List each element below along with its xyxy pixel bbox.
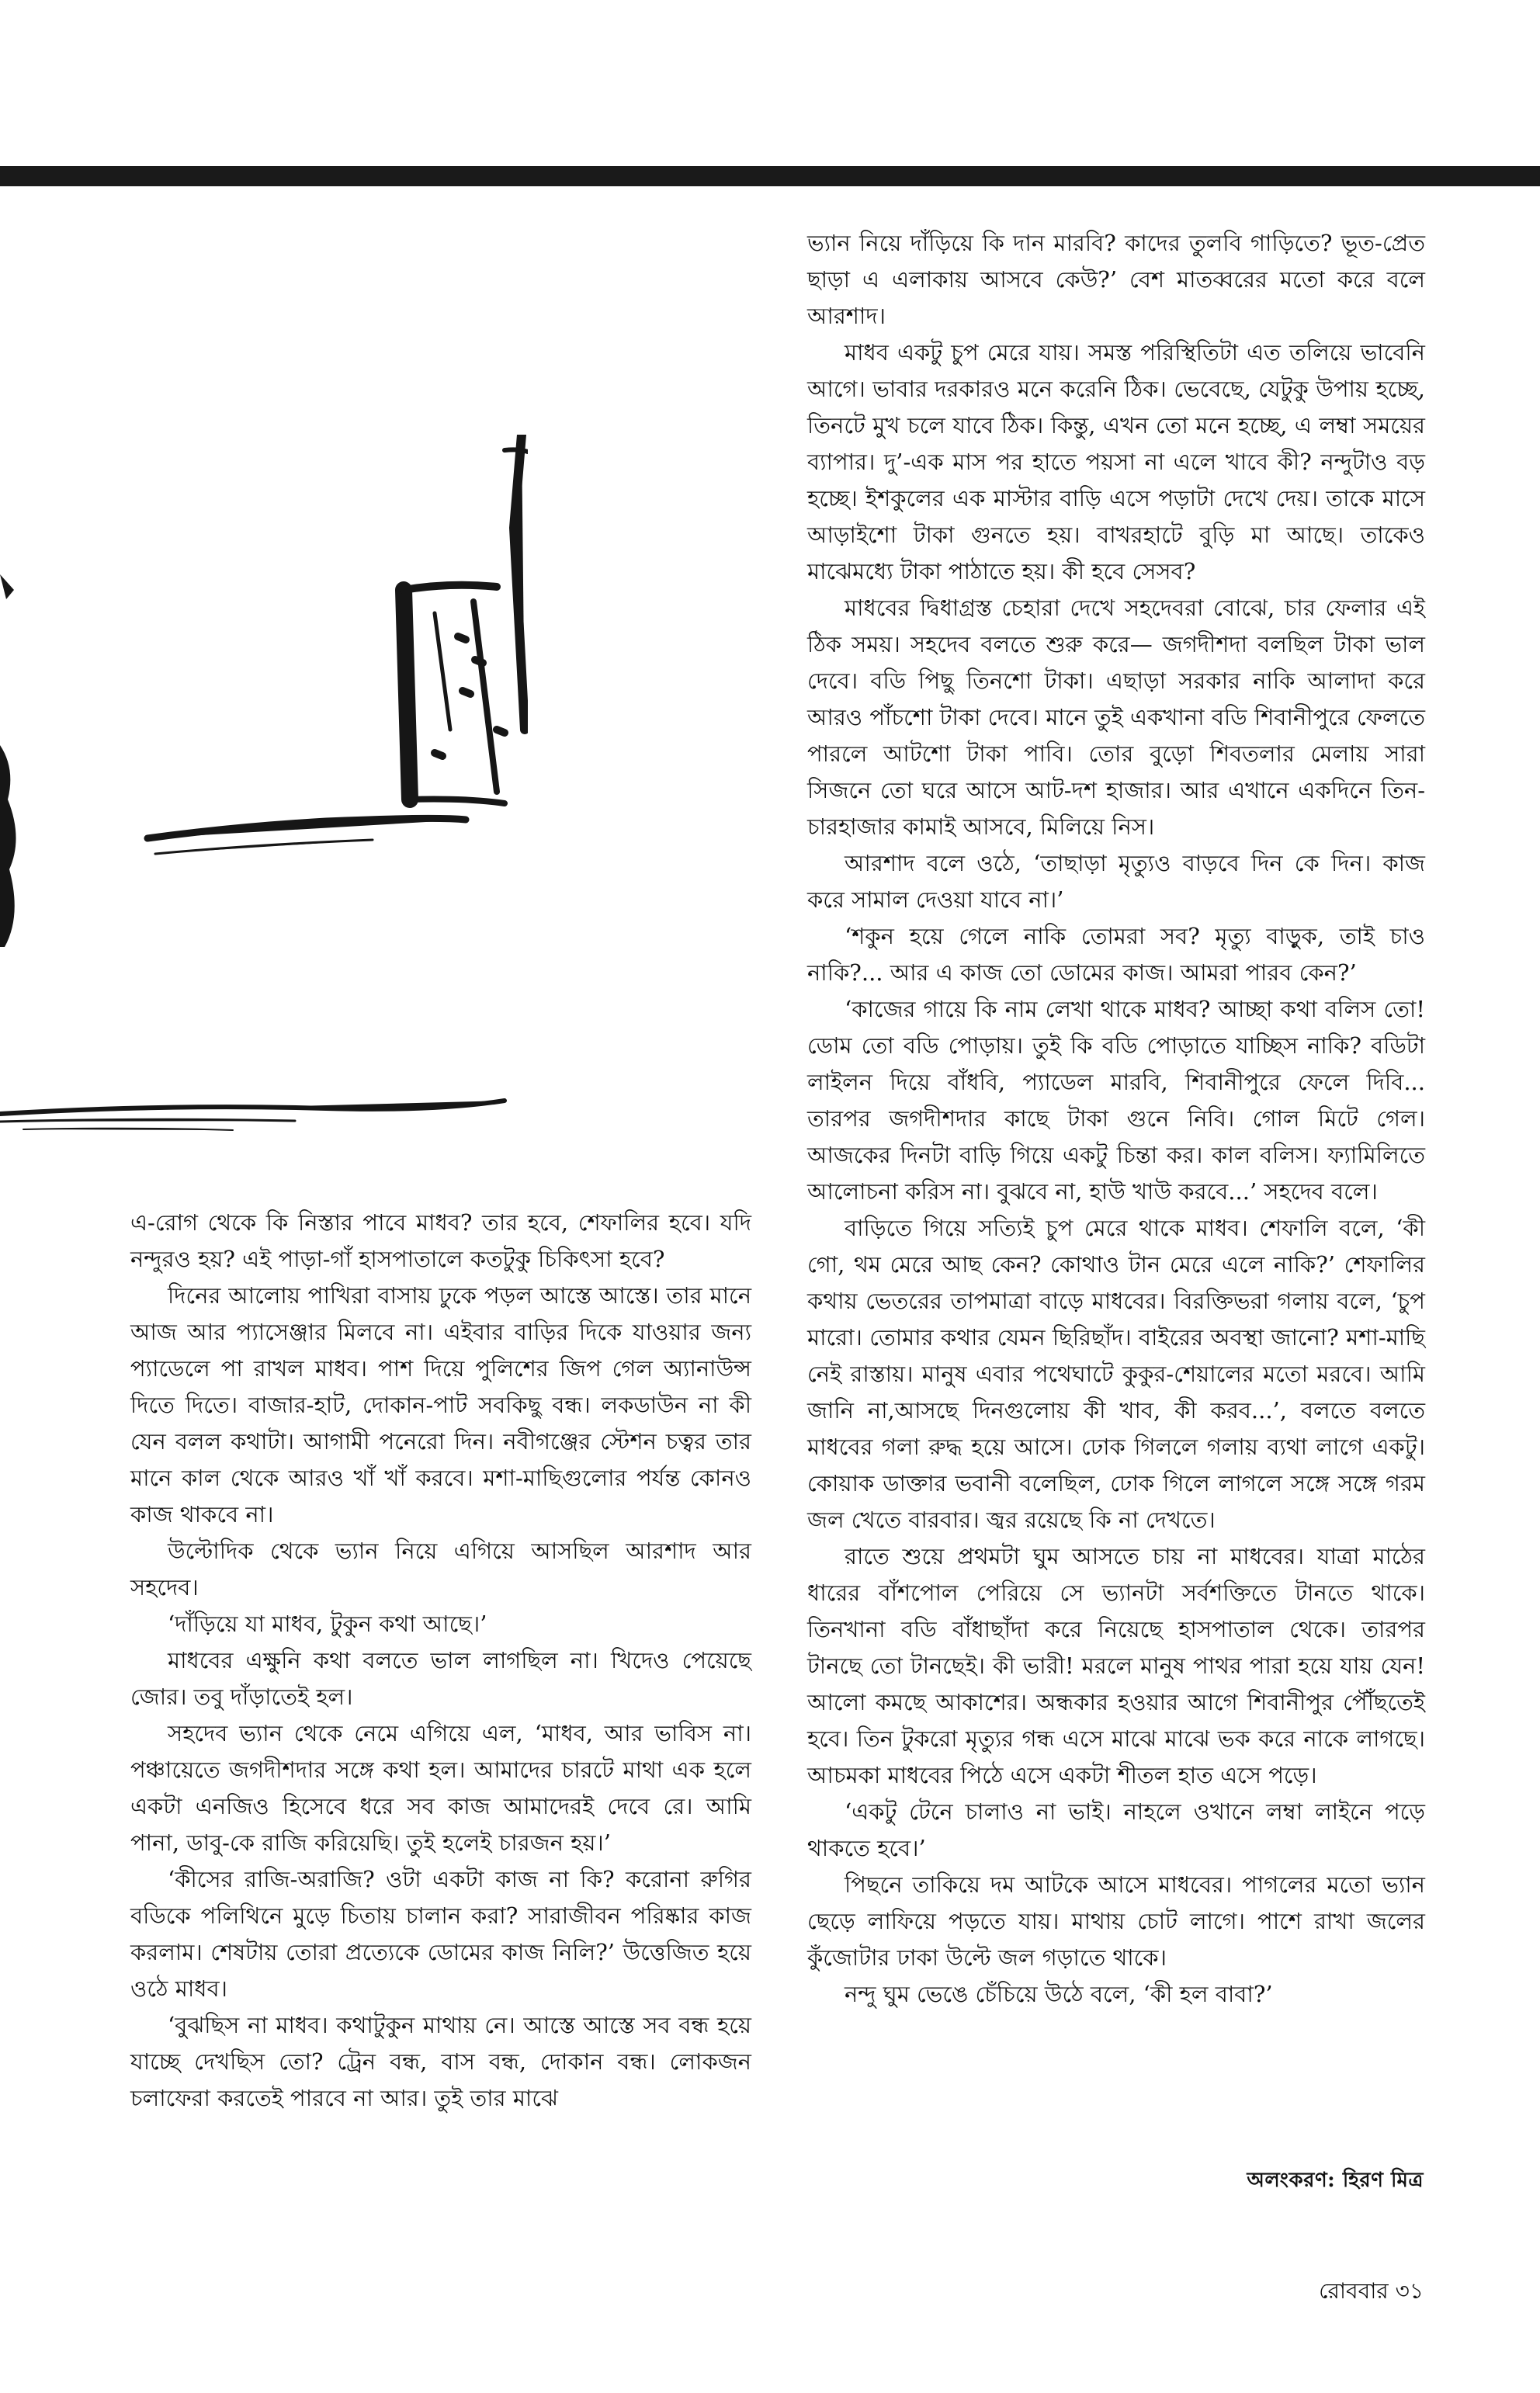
- paragraph: ভ্যান নিয়ে দাঁড়িয়ে কি দান মারবি? কাদের তুলবি গাড়িতে? ভূত-প্রেত ছাড়া এ এলাকায় আসবে কেউ?’ বেশ মাতব্বরের মতো করে বলে আরশাদ।: [807, 230, 1425, 329]
- paragraph: ‘একটু টেনে চালাও না ভাই। নাহলে ওখানে লম্বা লাইনে পড়ে থাকতে হবে।’: [807, 1798, 1425, 1861]
- paragraph: নন্দু ঘুম ভেঙে চেঁচিয়ে উঠে বলে, ‘কী হল বাবা?’: [845, 1981, 1273, 2007]
- paragraph: রাতে শুয়ে প্রথমটা ঘুম আসতে চায় না মাধবের। যাত্রা মাঠের ধারের বাঁশপোল পেরিয়ে সে ভ্যানটা সর্বশক্তিতে টানতে থাকে। তিনখানা বডি বাঁধাছাঁদা করে নিয়েছে হাসপাতাল থেকে। তারপর টানছে তো টানছেই। কী ভারী! মরলে মানুষ পাথর পারা হয়ে যায় যেন! আলো কমছে আকাশের। অন্ধকার হওয়ার আগে শিবানীপুর পৌঁছতেই হবে। তিন টুকরো মৃত্যুর গন্ধ এসে মাঝে মাঝে ভক করে নাকে লাগছে। আচমকা মাধবের পিঠে এসে একটা শীতল হাত এসে পড়ে।: [807, 1543, 1425, 1788]
- paragraph: এ-রোগ থেকে কি নিস্তার পাবে মাধব? তার হবে, শেফালির হবে। যদি নন্দুরও হয়? এই পাড়া-গাঁ হাসপাতালে কতটুকু চিকিৎসা হবে?: [130, 1209, 751, 1272]
- paragraph: আরশাদ বলে ওঠে, ‘তাছাড়া মৃত্যুও বাড়বে দিন কে দিন। কাজ করে সামাল দেওয়া যাবে না।’: [807, 850, 1425, 913]
- paragraph: মাধব একটু চুপ মেরে যায়। সমস্ত পরিস্থিতিটা এত তলিয়ে ভাবেনি আগে। ভাবার দরকারও মনে করেনি ঠিক। ভেবেছে, যেটুকু উপায় হচ্ছে, তিনটে মুখ চলে যাবে ঠিক। কিন্তু, এখন তো মনে হচ্ছে, এ লম্বা সময়ের ব্যাপার। দু’-এক মাস পর হাতে পয়সা না এলে খাবে কী? নন্দুটাও বড় হচ্ছে। ইশকুলের এক মাস্টার বাড়ি এসে পড়াটা দেখে দেয়। তাকে মাসে আড়াইশো টাকা গুনতে হয়। বাখরহাটে বুড়ি মা আছে। তাকেও মাঝেমধ্যে টাকা পাঠাতে হয়। কী হবে সেসব?: [807, 339, 1425, 584]
- header-rule: [0, 166, 1540, 186]
- paragraph: সহদেব ভ্যান থেকে নেমে এগিয়ে এল, ‘মাধব, আর ভাবিস না। পঞ্চায়েতে জগদীশদার সঙ্গে কথা হল। আমাদের চারটে মাথা এক হলে একটা এনজিও হিসেবে ধরে সব কাজ আমাদেরই দেবে রে। আমি পানা, ডাবু-কে রাজি করিয়েছি। তুই হলেই চারজন হয়।’: [130, 1720, 751, 1856]
- paragraph: ‘কীসের রাজি-অরাজি? ওটা একটা কাজ না কি? করোনা রুগির বডিকে পলিথিনে মুড়ে চিতায় চালান করা? সারাজীবন পরিষ্কার কাজ করলাম। শেষটায় তোরা প্রত্যেকে ডোমের কাজ নিলি?’ উত্তেজিত হয়ে ওঠে মাধব।: [130, 1866, 751, 2002]
- paragraph: ‘দাঁড়িয়ে যা মাধব, টুকুন কথা আছে।’: [168, 1611, 487, 1637]
- paragraph: মাধবের দ্বিধাগ্রস্ত চেহারা দেখে সহদেবরা বোঝে, চার ফেলার এই ঠিক সময়। সহদেব বলতে শুরু করে— জগদীশদা বলছিল টাকা ভাল দেবে। বডি পিছু তিনশো টাকা। এছাড়া সরকার নাকি আলাদা করে আরও পাঁচশো টাকা দেবে। মানে তুই একখানা বডি শিবানীপুরে ফেলতে পারলে আটশো টাকা পাবি। তোর বুড়ো শিবতলার মেলায় সারা সিজনে তো ঘরে আসে আট-দশ হাজার। আর এখানে একদিনে তিন-চারহাজার কামাই আসবে, মিলিয়ে নিস।: [807, 595, 1425, 840]
- paragraph: ‘কাজের গায়ে কি নাম লেখা থাকে মাধব? আচ্ছা কথা বলিস তো! ডোম তো বডি পোড়ায়। তুই কি বডি পোড়াতে যাচ্ছিস নাকি? বডিটা লাইলন দিয়ে বাঁধবি, প্যাডেল মারবি, শিবানীপুরে ফেলে দিবি... তারপর জগদীশদার কাছে টাকা গুনে নিবি। গোল মিটে গেল। আজকের দিনটা বাড়ি গিয়ে একটু চিন্তা কর। কাল বলিস। ফ্যামিলিতে আলোচনা করিস না। বুঝবে না, হাউ খাউ করবে...’ সহদেব বলে।: [807, 996, 1425, 1205]
- paragraph: বাড়িতে গিয়ে সত্যিই চুপ মেরে থাকে মাধব। শেফালি বলে, ‘কী গো, থম মেরে আছ কেন? কোথাও টান মেরে এলে নাকি?’ শেফালির কথায় ভেতরের তাপমাত্রা বাড়ে মাধবের। বিরক্তিভরা গলায় বলে, ‘চুপ মারো। তোমার কথার যেমন ছিরিছাঁদ। বাইরের অবস্থা জানো? মশা-মাছি নেই রাস্তায়। মানুষ এবার পথেঘাটে কুকুর-শেয়ালের মতো মরবে। আমি জানি না,আসছে দিনগুলোয় কী খাব, কী করব...’, বলতে বলতে মাধবের গলা রুদ্ধ হয়ে আসে। ঢোক গিললে গলায় ব্যথা লাগে একটু। কোয়াক ডাক্তার ভবানী বলেছিল, ঢোক গিলে লাগলে সঙ্গে সঙ্গে গরম জল খেতে বারবার। জ্বর রয়েছে কি না দেখতে।: [807, 1215, 1425, 1533]
- paragraph: ‘বুঝছিস না মাধব। কথাটুকুন মাথায় নে। আস্তে আস্তে সব বন্ধ হয়ে যাচ্ছে দেখছিস তো? ট্রেন বন্ধ, বাস বন্ধ, দোকান বন্ধ। লোকজন চলাফেরা করতেই পারবে না আর। তুই তার মাঝে: [130, 2012, 751, 2111]
- paragraph: উল্টোদিক থেকে ভ্যান নিয়ে এগিয়ে আসছিল আরশাদ আর সহদেব।: [130, 1538, 751, 1601]
- page-footer: রোববার ৩১: [1319, 2278, 1424, 2304]
- paragraph: মাধবের এক্ষুনি কথা বলতে ভাল লাগছিল না। খিদেও পেয়েছে জোর। তবু দাঁড়াতেই হল।: [130, 1647, 751, 1710]
- illustration-credit: অলংকরণ: হিরণ মিত্র: [1247, 2169, 1424, 2192]
- article-column-left: [130, 1205, 751, 2117]
- article-column-right: [807, 225, 1425, 2013]
- paragraph: দিনের আলোয় পাখিরা বাসায় ঢুকে পড়ল আস্তে আস্তে। তার মানে আজ আর প্যাসেঞ্জার মিলবে না। এইবার বাড়ির দিকে যাওয়ার জন্য প্যাডেলে পা রাখল মাধব। পাশ দিয়ে পুলিশের জিপ গেল অ্যানাউন্স দিতে দিতে। বাজার-হাট, দোকান-পাট সবকিছু বন্ধ। লকডাউন না কী যেন বলল কথাটা। আগামী পনেরো দিন। নবীগঞ্জের স্টেশন চত্বর তার মানে কাল থেকে আরও খাঁ খাঁ করবে। মশা-মাছিগুলোর পর্যন্ত কোনও কাজ থাকবে না।: [130, 1282, 751, 1528]
- brush-illustration: [0, 435, 528, 1180]
- paragraph: পিছনে তাকিয়ে দম আটকে আসে মাধবের। পাগলের মতো ভ্যান ছেড়ে লাফিয়ে পড়তে যায়। মাথায় চোট লাগে। পাশে রাখা জলের কুঁজোটার ঢাকা উল্টে জল গড়াতে থাকে।: [807, 1871, 1425, 1971]
- paragraph: ‘শকুন হয়ে গেলে নাকি তোমরা সব? মৃত্যু বাড়ুক, তাই চাও নাকি?... আর এ কাজ তো ডোমের কাজ। আমরা পারব কেন?’: [807, 923, 1425, 986]
